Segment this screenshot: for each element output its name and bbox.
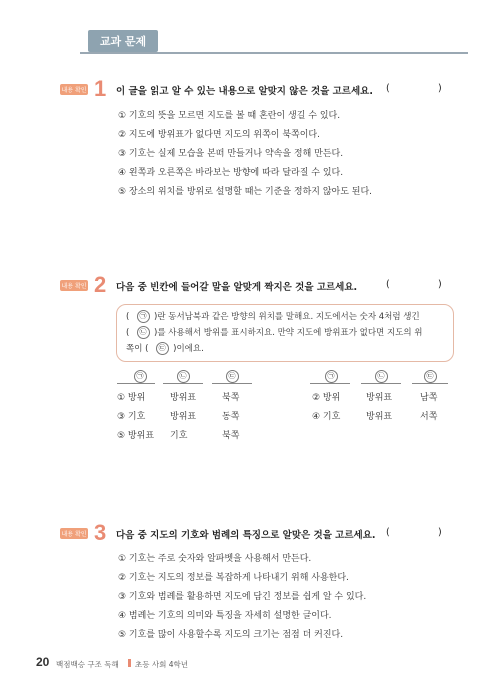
choice-1-b: 방위표: [170, 393, 197, 403]
col-rule: [310, 383, 350, 384]
col-head-1: ㉠: [325, 370, 338, 383]
option-5[interactable]: ⑤ 기호를 많이 사용할수록 지도의 크기는 점점 더 커진다.: [118, 630, 344, 640]
section-tab: 교과 문제: [88, 30, 158, 52]
question-text: 다음 중 지도의 기호와 범례의 특징으로 알맞은 것을 고르세요.: [116, 530, 376, 541]
col-head-1: ㉠: [134, 370, 147, 383]
option-5[interactable]: ⑤ 장소의 위치를 방위로 설명할 때는 기준을 정하지 않아도 된다.: [118, 187, 373, 197]
header-divider: [80, 52, 468, 54]
blank-marker-3: ㉢: [156, 342, 169, 355]
book-title: 백점백승 구조 독해: [56, 660, 119, 669]
answer-blank[interactable]: ( ): [386, 83, 442, 94]
choice-5-b: 기호: [170, 431, 188, 441]
question-number: 3: [94, 520, 107, 545]
choice-4-b: 방위표: [366, 412, 393, 422]
blank-marker-1: ㉠: [137, 310, 150, 323]
col-head-2: ㉡: [177, 370, 190, 383]
choice-2-b: 방위표: [366, 393, 393, 403]
footer-separator: [128, 659, 131, 667]
col-head-2: ㉡: [375, 370, 388, 383]
question-number: 1: [94, 76, 107, 101]
option-3[interactable]: ③ 기호와 범례를 활용하면 지도에 담긴 정보를 쉽게 알 수 있다.: [118, 592, 367, 602]
option-3[interactable]: ③ 기호는 실제 모습을 본떠 만들거나 약속을 정해 만든다.: [118, 149, 344, 159]
choice-3-b: 방위표: [170, 412, 197, 422]
question-text: 이 글을 읽고 알 수 있는 내용으로 알맞지 않은 것을 고르세요.: [116, 86, 373, 97]
option-2[interactable]: ② 지도에 방위표가 없다면 지도의 위쪽이 북쪽이다.: [118, 130, 320, 140]
choice-5-a[interactable]: ⑤ 방위표: [117, 431, 155, 441]
choice-2-c: 남쪽: [420, 393, 438, 403]
grade-label: 초등 사회 4학년: [135, 660, 189, 669]
question-badge: 내용 확인: [60, 528, 88, 539]
col-rule: [412, 383, 448, 384]
option-1[interactable]: ① 기호의 뜻을 모르면 지도를 볼 때 혼란이 생길 수 있다.: [118, 111, 341, 121]
blank-marker-2: ㉡: [137, 326, 150, 339]
passage-line-2: ( ㉡ )를 사용해서 방위를 표시하지요. 만약 지도에 방위표가 없다면 지도의 위: [126, 328, 423, 338]
passage-line-1: ( ㉠ )란 동서남북과 같은 방향의 위치를 말해요. 지도에서는 숫자 4처럼 생긴: [126, 312, 420, 322]
answer-blank[interactable]: ( ): [386, 279, 442, 290]
option-4[interactable]: ④ 범례는 기호의 의미와 특징을 자세히 설명한 글이다.: [118, 611, 332, 621]
choice-2-a[interactable]: ② 방위: [312, 393, 341, 403]
col-rule: [361, 383, 401, 384]
col-rule: [163, 383, 203, 384]
option-2[interactable]: ② 기호는 지도의 정보를 복잡하게 나타내기 위해 사용한다.: [118, 573, 349, 583]
choice-1-c: 북쪽: [222, 393, 240, 403]
page-number: 20: [36, 655, 50, 669]
choice-4-c: 서쪽: [420, 412, 438, 422]
choice-5-c: 북쪽: [222, 431, 240, 441]
choice-3-c: 동쪽: [222, 412, 240, 422]
question-text: 다음 중 빈칸에 들어갈 말을 알맞게 짝지은 것을 고르세요.: [116, 282, 358, 293]
col-head-3: ㉢: [226, 370, 239, 383]
col-head-3: ㉢: [424, 370, 437, 383]
choice-1-a[interactable]: ① 방위: [117, 393, 146, 403]
col-rule: [212, 383, 252, 384]
passage-line-3: 쪽이 ( ㉢ )이에요.: [126, 344, 204, 354]
question-badge: 내용 확인: [60, 84, 88, 95]
choice-4-a[interactable]: ④ 기호: [312, 412, 341, 422]
answer-blank[interactable]: ( ): [386, 527, 442, 538]
question-number: 2: [94, 272, 107, 297]
question-badge: 내용 확인: [60, 280, 88, 291]
col-rule: [117, 383, 155, 384]
choice-3-a[interactable]: ③ 기호: [117, 412, 146, 422]
option-4[interactable]: ④ 왼쪽과 오른쪽은 바라보는 방향에 따라 달라질 수 있다.: [118, 168, 344, 178]
option-1[interactable]: ① 기호는 주로 숫자와 알파벳을 사용해서 만든다.: [118, 554, 312, 564]
